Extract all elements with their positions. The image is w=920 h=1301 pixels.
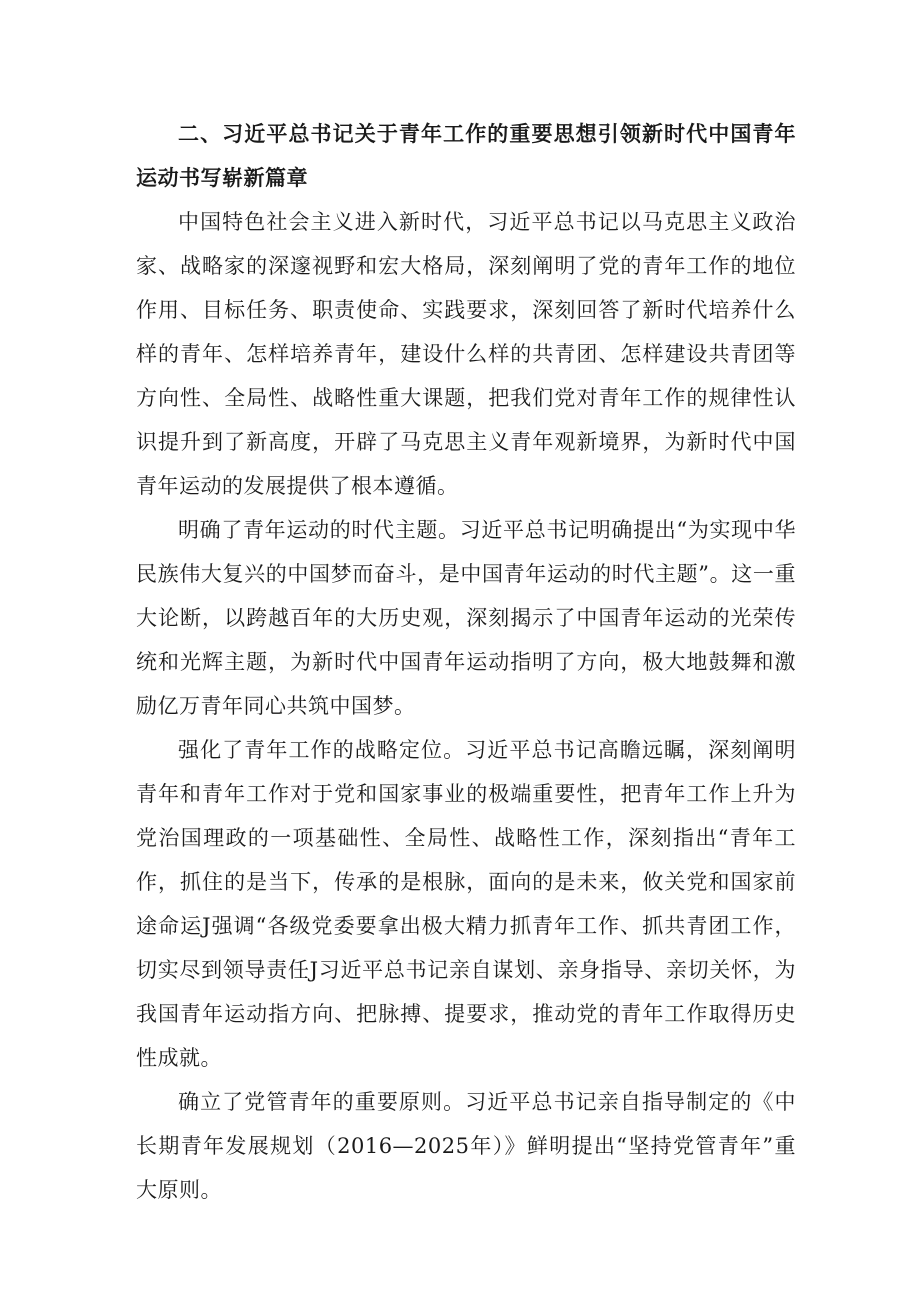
paragraph-intro: 中国特色社会主义进入新时代，习近平总书记以马克思主义政治家、战略家的深邃视野和宏大格局，深刻阐明了党的青年工作的地位作用、目标任务、职责使命、实践要求，深刻回答了新时代培养什么样的青年、怎样培养青年，建设什么样的共青团、怎样建设共青团等方向性、全局性、战略性重大课题，把我们党对青年工作的规律性认识提升到了新高度，开辟了马克思主义青年观新境界，为新时代中国青年运动的发展提供了根本遵循。 (136, 210, 796, 498)
paragraph-era-theme: 明确了青年运动的时代主题。习近平总书记明确提出“为实现中华民族伟大复兴的中国梦而奋斗，是中国青年运动的时代主题”。这一重大论断，以跨越百年的大历史观，深刻揭示了中国青年运动的光荣传统和光辉主题，为新时代中国青年运动指明了方向，极大地鼓舞和激励亿万青年同心共筑中国梦。 (136, 518, 796, 718)
paragraph-strategic-position: 强化了青年工作的战略定位。习近平总书记高瞻远瞩，深刻阐明青年和青年工作对于党和国家事业的极端重要性，把青年工作上升为党治国理政的一项基础性、全局性、战略性工作，深刻指出“青年工作，抓住的是当下，传承的是根脉，面向的是未来，攸关党和国家前途命运J强调“各级党委要拿出极大精力抓青年工作、抓共青团工作，切实尽到领导责任J习近平总书记亲自谋划、亲身指导、亲切关怀，为我国青年运动指方向、把脉搏、提要求，推动党的青年工作取得历史性成就。 (136, 738, 796, 1070)
document-body (136, 112, 796, 1212)
paragraph-party-leadership: 确立了党管青年的重要原则。习近平总书记亲自指导制定的《中长期青年发展规划（2016—2025年）》鲜明提出“坚持党管青年”重大原则。 (136, 1090, 796, 1202)
section-heading: 二、习近平总书记关于青年工作的重要思想引领新时代中国青年运动书写崭新篇章 (136, 122, 796, 190)
